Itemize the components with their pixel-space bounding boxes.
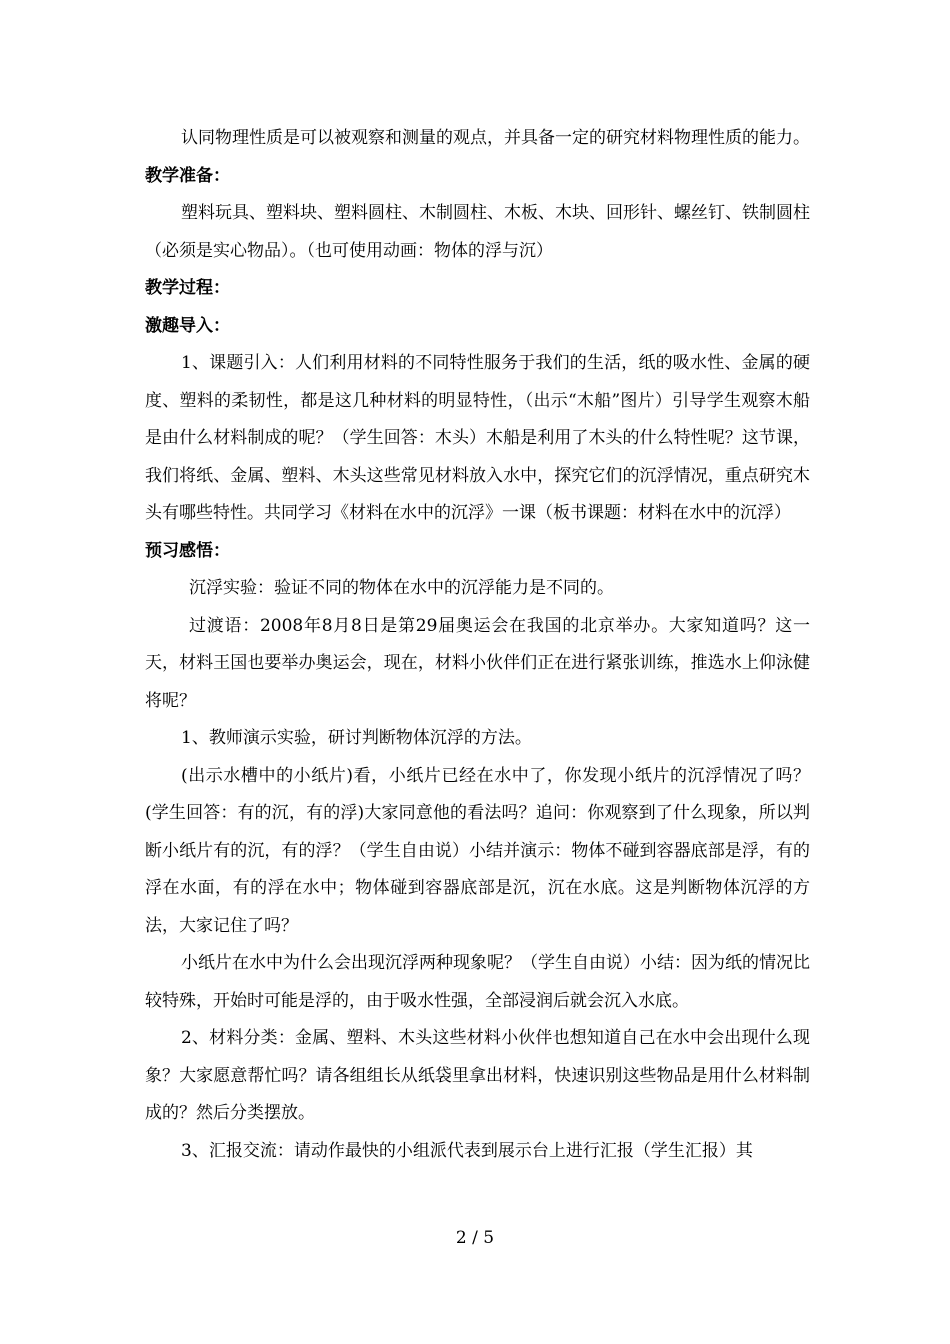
- paragraph: 1、教师演示实验，研讨判断物体沉浮的方法。: [181, 728, 532, 748]
- paragraph: 塑料玩具、塑料块、塑料圆柱、木制圆柱、木板、木块、回形针、螺丝钉、铁制圆柱（必须是实心物品）。（也可使用动画：物体的浮与沉）: [145, 203, 810, 261]
- paragraph: 认同物理性质是可以被观察和测量的观点，并具备一定的研究材料物理性质的能力。: [181, 128, 810, 148]
- section-heading: 预习感悟：: [145, 540, 230, 561]
- page-number: 2 / 5: [455, 1228, 495, 1248]
- paragraph: 小纸片在水中为什么会出现沉浮两种现象呢？（学生自由说）小结：因为纸的情况比较特殊，开始时可能是浮的，由于吸水性强，全部浸润后就会沉入水底。: [145, 953, 810, 1011]
- section-heading: 激趣导入：: [145, 315, 230, 336]
- paragraph: (出示水槽中的小纸片)看，小纸片已经在水中了，你发现小纸片的沉浮情况了吗？(学生回答：有的沉，有的浮)大家同意他的看法吗？追问：你观察到了什么现象，所以判断小纸片有的沉，有的浮？（学生自由说）小结并演示：物体不碰到容器底部是浮，有的浮在水面，有的浮在水中；物体碰到容器底部是沉，沉在水底。这是判断物体沉浮的方法，大家记住了吗？: [145, 765, 810, 936]
- paragraph: 2、材料分类：金属、塑料、木头这些材料小伙伴也想知道自己在水中会出现什么现象？大家愿意帮忙吗？请各组组长从纸袋里拿出材料，快速识别这些物品是用什么材料制成的？然后分类摆放。: [145, 1028, 810, 1123]
- section-heading: 教学过程：: [145, 278, 230, 298]
- section-heading: 教学准备：: [145, 165, 230, 186]
- document-body: [145, 120, 810, 1170]
- paragraph: 1、课题引入：人们利用材料的不同特性服务于我们的生活，纸的吸水性、金属的硬度、塑料的柔韧性，都是这几种材料的明显特性，（出示“木船”图片）引导学生观察木船是由什么材料制成的呢？（学生回答：木头）木船是利用了木头的什么特性呢？这节课，我们将纸、金属、塑料、木头这些常见材料放入水中，探究它们的沉浮情况，重点研究木头有哪些特性。共同学习《材料在水中的沉浮》一课（板书课题：材料在水中的沉浮）: [145, 353, 810, 523]
- paragraph: 3、汇报交流：请动作最快的小组派代表到展示台上进行汇报（学生汇报）其: [181, 1140, 753, 1161]
- paragraph: 沉浮实验：验证不同的物体在水中的沉浮能力是不同的。: [189, 578, 614, 598]
- paragraph: 过渡语：2008年8月8日是第29届奥运会在我国的北京举办。大家知道吗？这一天，材料王国也要举办奥运会，现在，材料小伙伴们正在进行紧张训练，推选水上仰泳健将呢？: [145, 615, 810, 711]
